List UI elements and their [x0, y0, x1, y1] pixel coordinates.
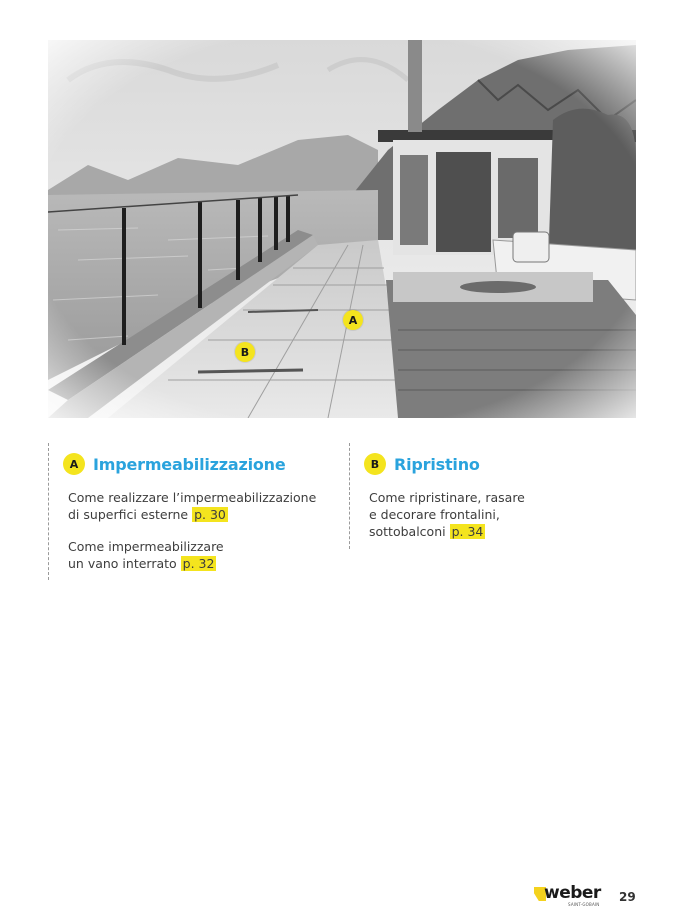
section-b-badge: B	[364, 453, 386, 475]
section-a-title: Impermeabilizzazione	[93, 454, 286, 474]
page-reference-link[interactable]: p. 32	[182, 556, 215, 571]
page-number: 29	[619, 890, 636, 904]
item-text-line: Come realizzare l’impermeabilizzazione	[68, 490, 317, 505]
item-text-line: Come impermeabilizzare	[68, 539, 224, 554]
waterproofing-item-1	[68, 489, 316, 523]
waterproofing-item-2	[68, 538, 224, 572]
weber-logo	[534, 884, 604, 906]
marker-b: B	[235, 342, 255, 362]
item-text-line: Come ripristinare, rasare	[369, 490, 525, 505]
terrace-scene-drawing	[48, 40, 636, 418]
item-text: sottobalconi	[369, 524, 446, 539]
page-reference-link[interactable]: p. 34	[451, 524, 484, 539]
section-a-badge: A	[63, 453, 85, 475]
item-text: di superfici esterne	[68, 507, 189, 522]
section-a-header	[63, 453, 286, 475]
item-text-line	[369, 523, 525, 540]
item-text-line	[68, 555, 224, 572]
section-b-header	[364, 453, 480, 475]
item-text-line	[68, 506, 316, 523]
section-waterproofing	[48, 443, 331, 580]
page-reference-link[interactable]: p. 30	[194, 507, 226, 522]
weber-logo-text: weber	[544, 883, 601, 903]
terrace-illustration	[48, 40, 636, 418]
weber-logo-subtext: SAINT-GOBAIN	[568, 902, 600, 907]
restoration-item-1	[369, 489, 525, 540]
section-b-title: Ripristino	[394, 454, 480, 474]
section-restoration	[349, 443, 632, 549]
item-text-line: e decorare frontalini,	[369, 507, 500, 522]
marker-a: A	[343, 310, 363, 330]
item-text: un vano interrato	[68, 556, 177, 571]
